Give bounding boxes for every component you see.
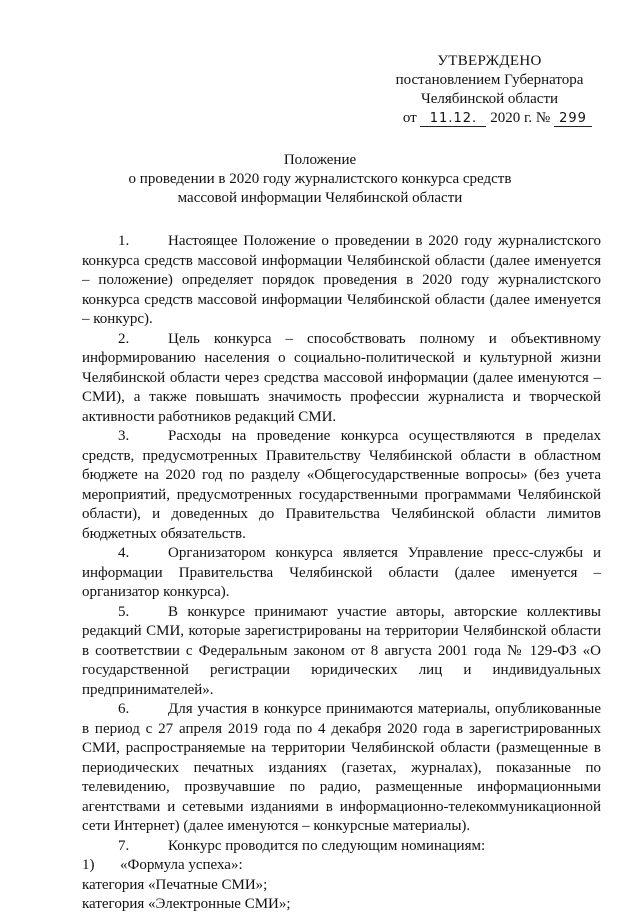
paragraph-6 xyxy=(82,700,601,837)
approval-line-2: Челябинской области xyxy=(420,91,559,107)
decree-number: 299 xyxy=(554,111,592,127)
paragraph-3 xyxy=(82,427,601,544)
approval-date-line xyxy=(387,109,592,128)
paragraph-7 xyxy=(82,837,601,857)
nomination-1 xyxy=(82,856,601,876)
paragraph-5 xyxy=(82,603,601,701)
paragraph-number: 4. xyxy=(118,545,130,561)
paragraph-text: В конкурсе принимают участие авторы, авторские коллективы редакций СМИ, которые зарегистрированы на территории Челябинской области в соответствии с Федеральным законом от 8 августа 2001 года № 129-ФЗ «О государственной регистрации юридических лиц и индивидуальных предпринимателей». xyxy=(82,603,601,698)
document-body xyxy=(82,232,601,915)
approval-heading: УТВЕРЖДЕНО xyxy=(437,53,542,69)
title-line-3: массовой информации Челябинской области xyxy=(177,190,463,206)
paragraph-text: Для участия в конкурсе принимаются материалы, опубликованные в период с 27 апреля 2019 года по 4 декабря 2020 года в зарегистрированных СМИ, распространяемые на территории Челябинской области (размещенные в периодических печатных изданиях (газетах, журналах), показанные по телевидению, прозвучавшие по радио, размещенные информационными агентствами и сетевыми изданиями в информационно-телекоммуникационной сети Интернет) (далее именуются – конкурсные материалы). xyxy=(82,701,601,834)
paragraph-text: Расходы на проведение конкурса осуществляются в пределах средств, предусмотренных Правительству Челябинской области в областном бюджете на 2020 год по разделу «Общегосударственные вопросы» (без учета мероприятий, предусмотренных государственными программами Челябинской области), и доведенных до Правительства Челябинской области лимитов бюджетных обязательств. xyxy=(82,428,601,542)
paragraph-number: 1. xyxy=(118,233,130,249)
title-line-2: о проведении в 2020 году журналистского конкурса средств xyxy=(128,171,512,187)
paragraph-number: 3. xyxy=(118,428,130,444)
title-line-1: Положение xyxy=(283,152,357,168)
approval-stamp xyxy=(387,52,592,128)
paragraph-text: Цель конкурса – способствовать полному и объективному информированию населения о социально-политической и культурной жизни Челябинской области через средства массовой информации (далее именуются – СМИ), а также повышать значимость профессии журналиста и творческой активности работников редакций СМИ. xyxy=(82,330,601,425)
paragraph-2 xyxy=(82,330,601,428)
paragraph-text: Конкурс проводится по следующим номинациям: xyxy=(168,837,486,854)
year-text: 2020 г. № xyxy=(490,110,551,126)
paragraph-number: 5. xyxy=(118,603,130,620)
paragraph-number: 7. xyxy=(118,837,130,854)
nomination-text: «Формула успеха»: xyxy=(120,857,243,873)
document-title xyxy=(120,151,520,208)
category-electronic: категория «Электронные СМИ»; xyxy=(82,896,291,912)
approval-line-1: постановлением Губернатора xyxy=(395,72,584,88)
paragraph-number: 2. xyxy=(118,330,130,347)
paragraph-text: Организатором конкурса является Управление пресс-службы и информации Правительства Челябинской области (далее именуется – организатор конкурса). xyxy=(82,545,601,600)
paragraph-text: Настоящее Положение о проведении в 2020 году журналистского конкурса средств массовой информации Челябинской области (далее именуется – положение) определяет порядок проведения в 2020 году журналистского конкурса средств массовой информации Челябинской области (далее именуется – конкурс). xyxy=(82,233,601,327)
category-print: категория «Печатные СМИ»; xyxy=(82,876,268,893)
paragraph-number: 6. xyxy=(118,701,130,717)
date-prefix: от xyxy=(402,110,417,126)
paragraph-4 xyxy=(82,544,601,603)
paragraph-1 xyxy=(82,232,601,330)
nomination-number: 1) xyxy=(82,857,95,873)
date-value: 11.12. xyxy=(420,111,486,127)
